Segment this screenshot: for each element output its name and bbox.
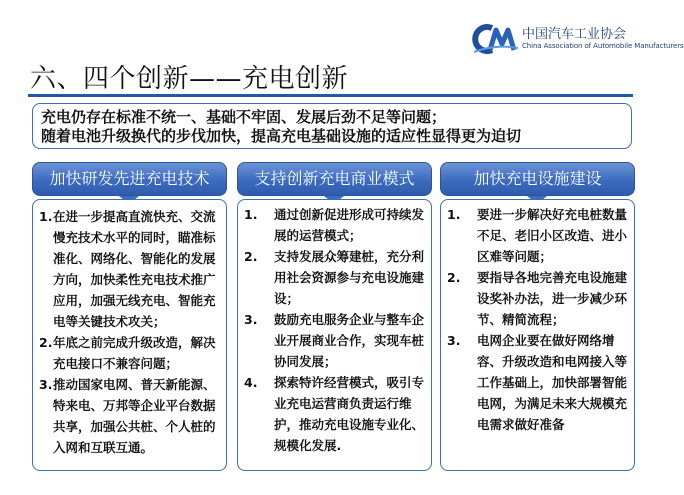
item-number: 2. bbox=[39, 335, 53, 350]
item-text: 年底之前完成升级改造，解决充电接口不兼容问题； bbox=[53, 335, 216, 371]
item-text: 通过创新促进形成可持续发展的运营模式； bbox=[274, 207, 425, 243]
column-box-infrastructure bbox=[440, 199, 635, 471]
item-text: 要指导各地完善充电设施建设奖补办法，进一步减少环节、精简流程； bbox=[477, 270, 628, 327]
caam-logo-mark-icon bbox=[470, 22, 520, 56]
list-item bbox=[39, 332, 222, 374]
column-heading-business-model: 支持创新充电商业模式 bbox=[237, 162, 432, 196]
item-number: 1. bbox=[447, 207, 461, 222]
list-item bbox=[244, 372, 427, 456]
item-text: 电网企业要在做好网络增容、升级改造和电网接入等工作基础上，加快部署智能电网，为满足未来大规模充电需求做好准备 bbox=[477, 333, 628, 432]
logo-name-en: China Association of Automobile Manufacturers bbox=[522, 42, 684, 50]
list-item bbox=[447, 267, 630, 330]
logo-name-cn: 中国汽车工业协会 bbox=[522, 27, 627, 42]
list-item bbox=[244, 204, 427, 246]
column-box-tech bbox=[32, 199, 227, 471]
summary-box bbox=[32, 103, 632, 149]
item-text: 探索特许经营模式，吸引专业充电运营商负责运行维护，推动充电设施专业化、规模化发展. bbox=[274, 375, 425, 453]
list-item bbox=[39, 374, 222, 458]
title-divider bbox=[28, 94, 633, 97]
item-number: 2. bbox=[244, 249, 258, 264]
item-number: 4. bbox=[244, 375, 258, 390]
item-number: 1. bbox=[39, 209, 53, 224]
item-number: 3. bbox=[447, 333, 461, 348]
list-item bbox=[244, 309, 427, 372]
summary-line-2: 随着电池升级换代的步伐加快，提高充电基础设施的适应性显得更为迫切 bbox=[41, 127, 522, 145]
column-heading-tech: 加快研发先进充电技术 bbox=[32, 162, 227, 196]
column-box-business-model bbox=[237, 199, 432, 471]
list-item bbox=[39, 206, 222, 332]
list-item bbox=[244, 246, 427, 309]
item-number: 3. bbox=[39, 377, 53, 392]
item-text: 支持发展众筹建桩，充分利用社会资源参与充电设施建设； bbox=[274, 249, 425, 306]
item-text: 鼓励充电服务企业与整车企业开展商业合作，实现车桩协同发展； bbox=[274, 312, 425, 369]
caam-logo bbox=[470, 22, 684, 58]
item-number: 3. bbox=[244, 312, 258, 327]
page-title: 六、四个创新——充电创新 bbox=[30, 64, 349, 94]
column-heading-infrastructure: 加快充电设施建设 bbox=[440, 162, 635, 196]
list-item bbox=[447, 330, 630, 435]
item-number: 2. bbox=[447, 270, 461, 285]
item-text: 要进一步解决好充电桩数量不足、老旧小区改造、进小区难等问题； bbox=[477, 207, 628, 264]
item-text: 推动国家电网、普天新能源、特来电、万邦等企业平台数据共享，加强公共桩、个人桩的入网和互联互通。 bbox=[53, 377, 216, 455]
list-item bbox=[447, 204, 630, 267]
item-text: 在进一步提高直流快充、交流慢充技术水平的同时，瞄准标准化、网络化、智能化的发展方向，加快柔性充电技术推广应用，加强无线充电、智能充电等关键技术攻关； bbox=[53, 209, 216, 329]
summary-line-1: 充电仍存在标准不统一、基础不牢固、发展后劲不足等问题； bbox=[41, 108, 447, 126]
item-number: 1. bbox=[244, 207, 258, 222]
